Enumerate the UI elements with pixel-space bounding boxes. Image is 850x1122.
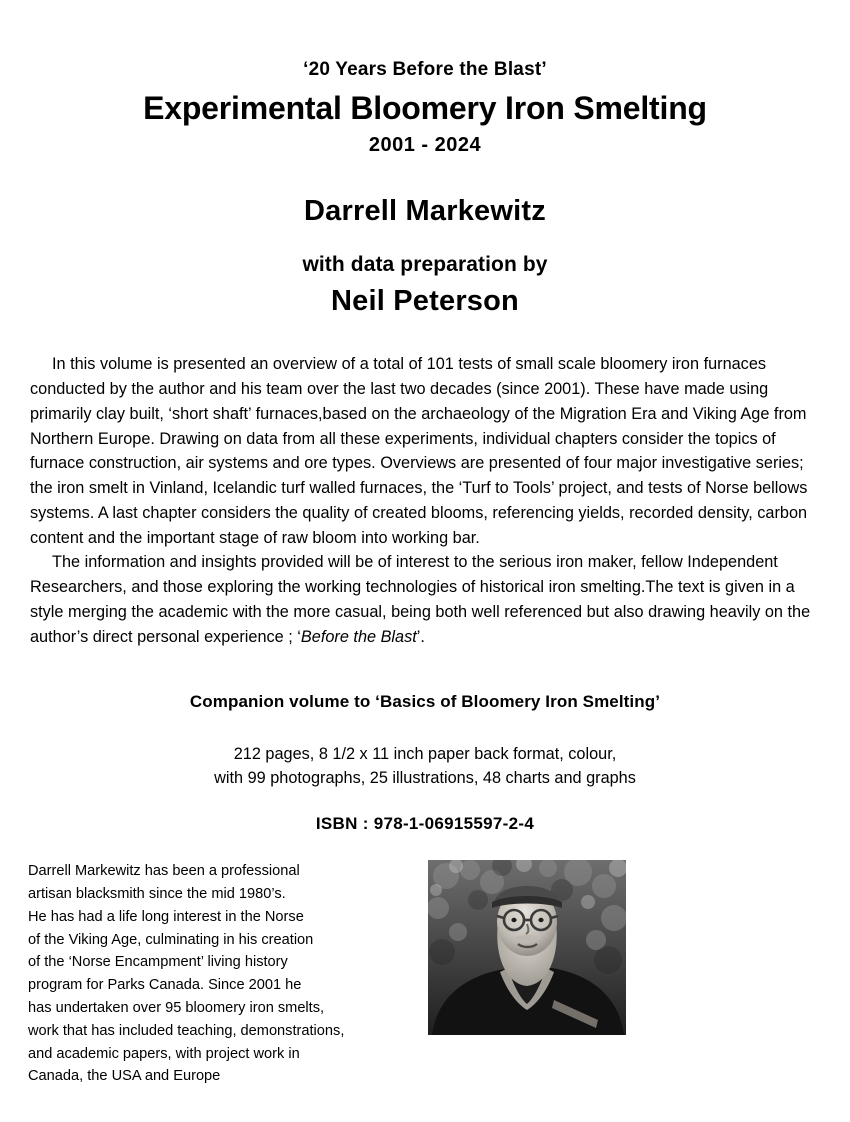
data-preparer-name: Neil Peterson (331, 285, 519, 318)
author-bio-text (28, 860, 398, 1088)
quote-subtitle: ‘20 Years Before the Blast’ (303, 59, 547, 80)
author-name: Darrell Markewitz (304, 195, 546, 228)
bio-line-3: He has had a life long interest in the Norse (28, 908, 304, 925)
credit-line: with data preparation by (302, 253, 548, 277)
bio-line-8: work that has included teaching, demonstrations, (28, 1022, 345, 1039)
author-portrait-photo (428, 860, 626, 1035)
body-paragraph-2-tail: ’. (416, 627, 425, 646)
specs-line-2: with 99 photographs, 25 illustrations, 48 charts and graphs (214, 768, 636, 787)
body-paragraph-1: In this volume is presented an overview of a total of 101 tests of small scale bloomery iron furnaces conducted by the author and his team over the last two decades (since 2001). These have made using primarily clay built, ‘short shaft’ furnaces,based on the archaeology of the Migration Era and Viking Age from Northern Europe. Drawing on data from all these experiments, individual chapters consider the topics of furnace construction, air systems and ore types. Overviews are presented of four major investigative series; the iron smelt in Vinland, Icelandic turf walled furnaces, the ‘Turf to Tools’ project, and tests of Norse bellows systems. A last chapter considers the quality of created blooms, referencing yields, recorded density, carbon content and the important stage of raw bloom into working bar. (30, 355, 808, 547)
page-title: Experimental Bloomery Iron Smelting (143, 89, 707, 126)
bio-line-2: artisan blacksmith since the mid 1980’s. (28, 886, 286, 903)
specs-line-1: 212 pages, 8 1/2 x 11 inch paper back format, colour, (233, 744, 617, 763)
date-range: 2001 - 2024 (368, 134, 482, 157)
isbn-line: ISBN : 978-1-06915597-2-4 (315, 814, 535, 834)
book-specs (0, 742, 850, 791)
bio-line-7: has undertaken over 95 bloomery iron smelts, (28, 1000, 325, 1016)
author-photo-container (428, 860, 626, 1035)
bio-line-6: program for Parks Canada. Since 2001 he (28, 977, 302, 994)
bio-line-1: Darrell Markewitz has been a professional (28, 863, 300, 880)
bio-line-9: and academic papers, with project work in (28, 1045, 300, 1062)
bio-line-5: of the ‘Norse Encampment’ living history (28, 954, 288, 971)
bio-line-4: of the Viking Age, culminating in his creation (28, 931, 314, 948)
body-paragraph-2 (30, 550, 820, 649)
title-block (0, 0, 850, 157)
body-paragraph-2-text: The information and insights provided will be of interest to the serious iron maker, fellow Independent Researchers, and those exploring the working technologies of historical iron smelting.The text is given in a style merging the academic with the more casual, being both well referenced but also drawing heavily on the author’s direct personal experience ; ‘ (30, 553, 811, 646)
bio-row (0, 860, 850, 1088)
bio-line-10: Canada, the USA and Europe (28, 1068, 221, 1085)
author-block (0, 195, 850, 318)
body-copy (30, 352, 820, 649)
book-title-italic: Before the Blast (300, 627, 417, 646)
companion-volume-line: Companion volume to ‘Basics of Bloomery Iron Smelting’ (189, 691, 661, 711)
